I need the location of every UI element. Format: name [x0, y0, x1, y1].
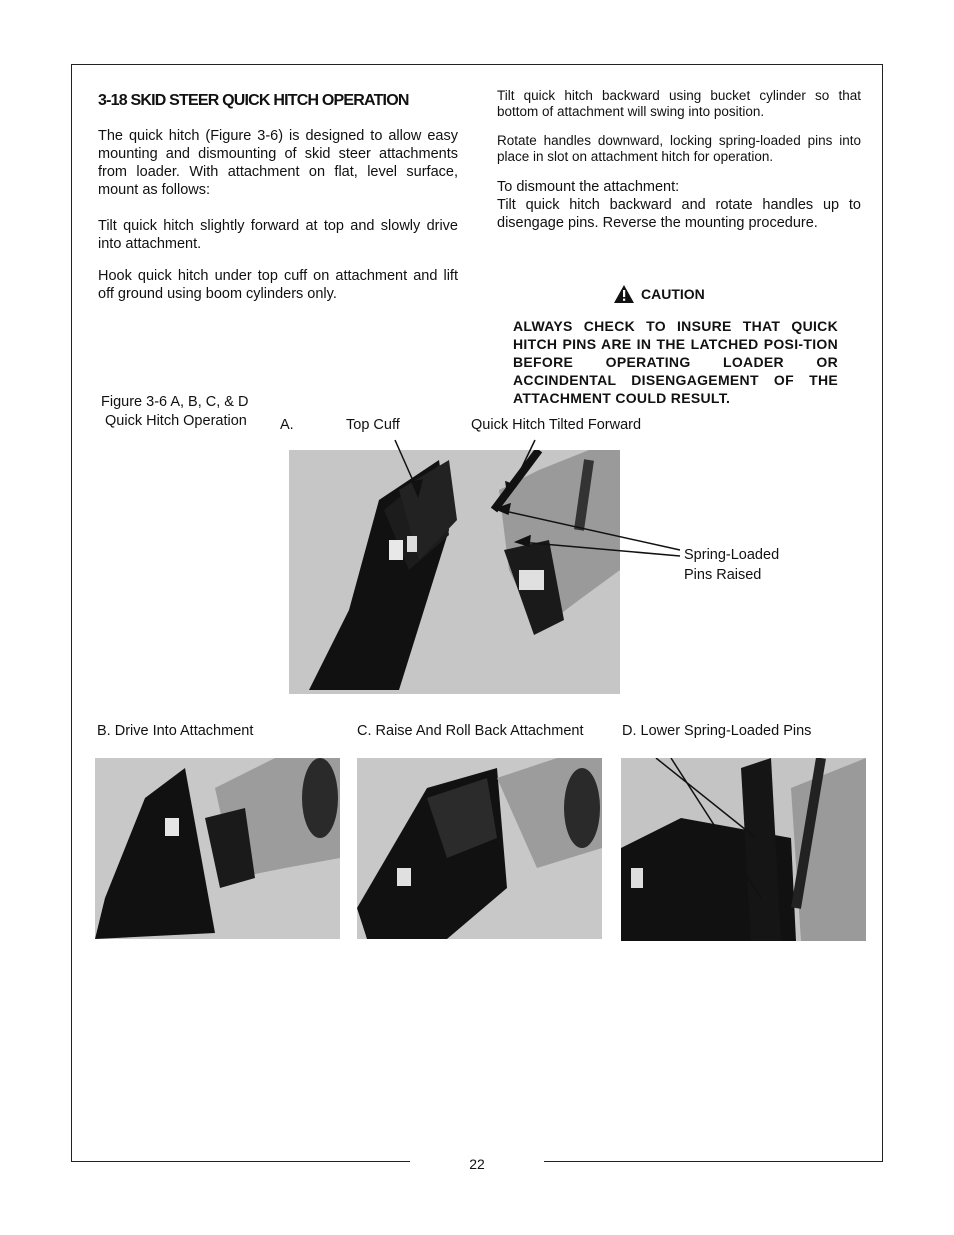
step-hook-hitch: Hook quick hitch under top cuff on attachment and lift off ground using boom cylinders only. — [98, 268, 458, 302]
dismount-heading: To dismount the attachment: — [497, 179, 680, 195]
figure-b-label: B. Drive Into Attachment — [97, 723, 254, 739]
figure-caption-line1: Figure 3-6 A, B, C, & D — [101, 394, 249, 410]
figure-c-label: C. Raise And Roll Back Attachment — [357, 723, 584, 739]
dismount-step: Tilt quick hitch backward and rotate handles up to disengage pins. Reverse the mounting procedure. — [497, 197, 861, 231]
pins-raised-callout-line2: Pins Raised — [684, 567, 762, 583]
figure-a-label: A. — [280, 417, 294, 433]
intro-paragraph: The quick hitch (Figure 3-6) is designed to allow easy mounting and dismounting of skid steer attachments from loader. With attachment on flat, level surface, mount as follows: — [98, 128, 458, 198]
figure-caption-line2: Quick Hitch Operation — [105, 413, 247, 429]
top-cuff-callout: Top Cuff — [346, 417, 400, 433]
figure-d-label: D. Lower Spring-Loaded Pins — [622, 723, 812, 739]
pins-raised-callout-line1: Spring-Loaded — [684, 547, 780, 563]
section-heading: 3-18 SKID STEER QUICK HITCH OPERATION — [98, 92, 409, 109]
photo-c-raise-roll-back — [357, 758, 602, 939]
page-number: 22 — [410, 1156, 544, 1174]
caution-title: CAUTION — [641, 286, 705, 302]
step-tilt-forward: Tilt quick hitch slightly forward at top and slowly drive into attachment. — [98, 218, 458, 252]
photo-b-drive-into-attachment — [95, 758, 340, 939]
photo-d-lower-pins — [621, 758, 866, 941]
step-tilt-backward: Tilt quick hitch backward using bucket cylinder so that bottom of attachment will swing into position. — [497, 88, 861, 119]
tilted-forward-callout: Quick Hitch Tilted Forward — [471, 417, 642, 433]
step-rotate-handles: Rotate handles downward, locking spring-loaded pins into place in slot on attachment hitch for operation. — [497, 133, 861, 164]
caution-body: ALWAYS CHECK TO INSURE THAT QUICK HITCH PINS ARE IN THE LATCHED POSI-TION BEFORE OPERATING LOADER OR ACCINDENTAL DISENGAGEMENT OF THE ATTACHMENT COULD RESULT. — [513, 318, 838, 406]
